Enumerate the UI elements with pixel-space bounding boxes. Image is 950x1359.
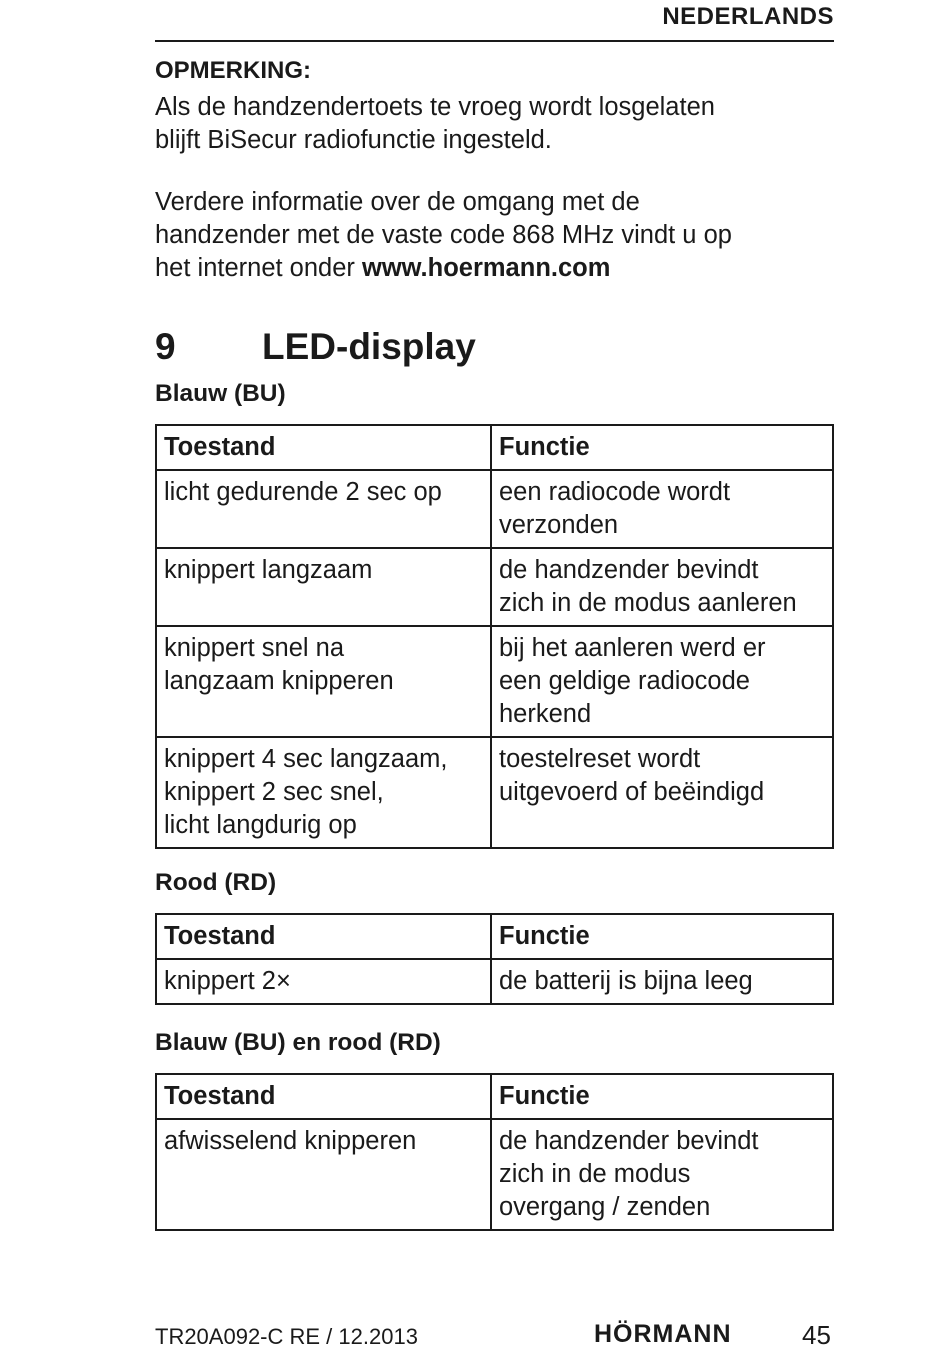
header-state: Toestand	[156, 1074, 491, 1119]
section-heading	[155, 326, 476, 368]
table-header-row	[156, 425, 833, 470]
section-number: 9	[155, 326, 176, 367]
cell-line: licht gedurende 2 sec op	[164, 478, 442, 506]
blue-subheading: Blauw (BU)	[155, 380, 286, 407]
note-line: blijft BiSecur radiofunctie ingesteld.	[155, 126, 552, 154]
note-text	[155, 91, 835, 157]
cell-line: knippert langzaam	[164, 556, 373, 584]
header-function: Functie	[491, 1074, 833, 1119]
cell-function	[491, 737, 833, 848]
cell-state	[156, 959, 491, 1004]
cell-line: een radiocode wordt	[499, 478, 731, 506]
cell-state	[156, 626, 491, 737]
table-row	[156, 737, 833, 848]
blue-table-body	[156, 470, 833, 848]
info-text	[155, 186, 835, 285]
cell-line: knippert 2×	[164, 967, 291, 995]
red-table-body	[156, 959, 833, 1004]
cell-line: bij het aanleren werd er	[499, 634, 766, 662]
cell-function	[491, 470, 833, 548]
cell-line: knippert 4 sec langzaam,	[164, 745, 448, 773]
cell-line: zich in de modus	[499, 1160, 691, 1188]
note-line: Als de handzendertoets te vroeg wordt losgelaten	[155, 93, 715, 121]
hormann-logo: HÖRMANN	[594, 1320, 732, 1348]
table-row	[156, 470, 833, 548]
cell-state	[156, 737, 491, 848]
cell-function	[491, 1119, 833, 1230]
cell-line: toestelreset wordt	[499, 745, 701, 773]
table-header-row	[156, 914, 833, 959]
cell-line: licht langdurig op	[164, 811, 357, 839]
page-number: 45	[802, 1320, 831, 1350]
header-function: Functie	[491, 425, 833, 470]
header-function: Functie	[491, 914, 833, 959]
table-row	[156, 626, 833, 737]
bluered-subheading: Blauw (BU) en rood (RD)	[155, 1029, 441, 1056]
info-line: handzender met de vaste code 868 MHz vindt u op	[155, 221, 732, 249]
cell-line: een geldige radiocode	[499, 667, 750, 695]
cell-line: afwisselend knipperen	[164, 1127, 417, 1155]
cell-line: de batterij is bijna leeg	[499, 967, 753, 995]
language-label: NEDERLANDS	[662, 3, 834, 30]
document-code: TR20A092-C RE / 12.2013	[155, 1324, 418, 1349]
website-link[interactable]: www.hoermann.com	[361, 254, 611, 282]
cell-function	[491, 548, 833, 626]
table-row	[156, 548, 833, 626]
red-led-table	[155, 913, 834, 1005]
cell-state	[156, 548, 491, 626]
cell-state	[156, 1119, 491, 1230]
cell-state	[156, 470, 491, 548]
info-line: Verdere informatie over de omgang met de	[155, 188, 640, 216]
cell-line: langzaam knipperen	[164, 667, 394, 695]
cell-line: uitgevoerd of beëindigd	[499, 778, 765, 806]
info-line: het internet onder	[155, 254, 362, 282]
cell-line: overgang / zenden	[499, 1193, 711, 1221]
cell-line: knippert snel na	[164, 634, 345, 662]
section-title: LED-display	[262, 326, 476, 367]
table-row	[156, 959, 833, 1004]
blue-led-table	[155, 424, 834, 849]
bluered-table-body	[156, 1119, 833, 1230]
cell-line: de handzender bevindt	[499, 556, 759, 584]
cell-line: de handzender bevindt	[499, 1127, 759, 1155]
cell-function	[491, 959, 833, 1004]
table-header-row	[156, 1074, 833, 1119]
cell-line: verzonden	[499, 511, 619, 539]
table-row	[156, 1119, 833, 1230]
header-state: Toestand	[156, 914, 491, 959]
cell-line: herkend	[499, 700, 592, 728]
note-title: OPMERKING:	[155, 57, 311, 84]
cell-function	[491, 626, 833, 737]
cell-line: knippert 2 sec snel,	[164, 778, 384, 806]
bluered-led-table	[155, 1073, 834, 1231]
header-state: Toestand	[156, 425, 491, 470]
header-divider	[155, 40, 834, 42]
cell-line: zich in de modus aanleren	[499, 589, 797, 617]
red-subheading: Rood (RD)	[155, 869, 277, 896]
